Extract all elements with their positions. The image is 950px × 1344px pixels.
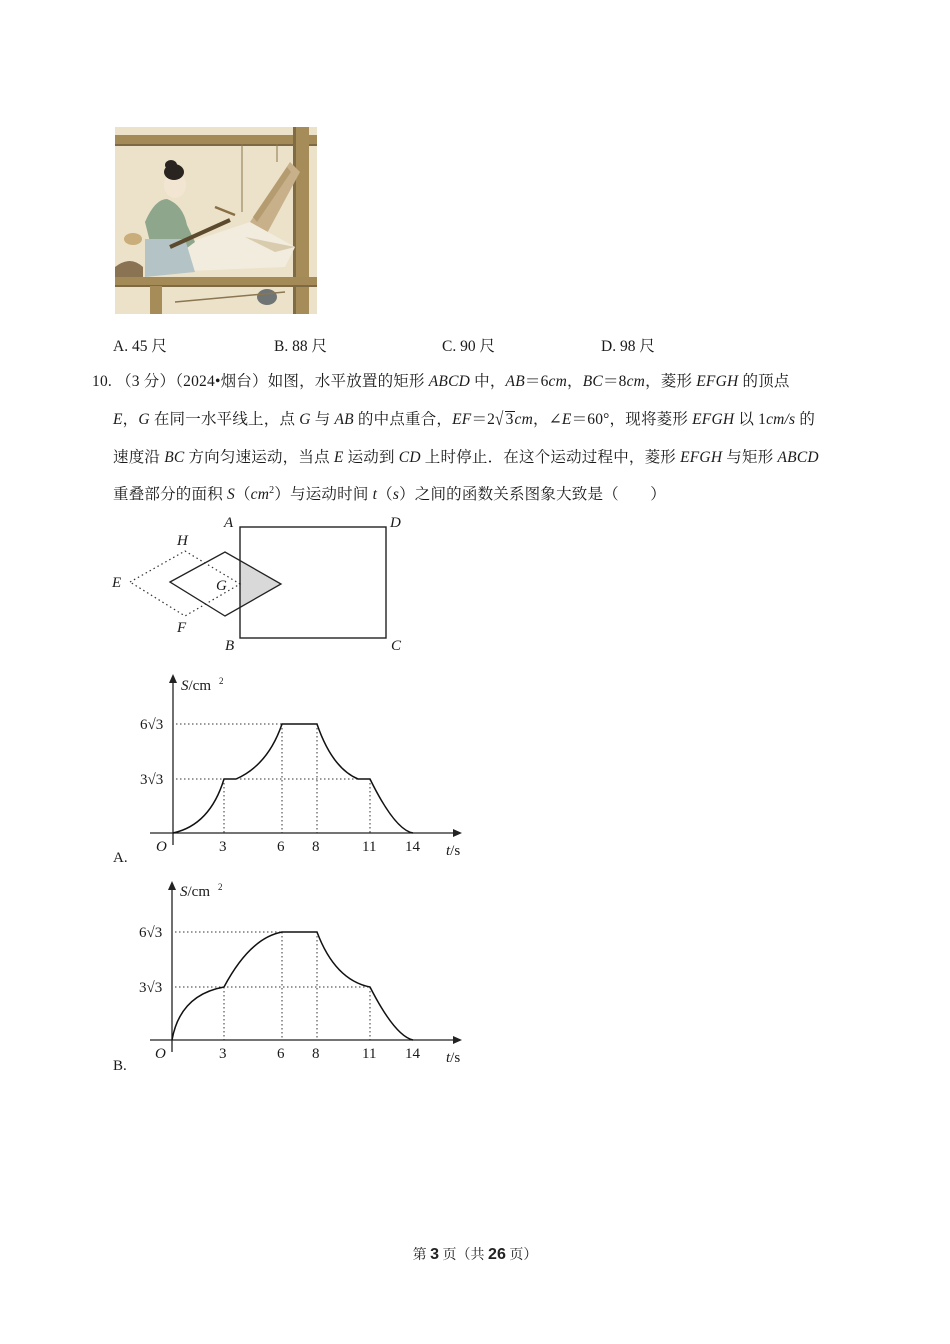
option-b-label: B.: [113, 1058, 127, 1074]
sqrt-symbol: √ 3: [495, 409, 514, 430]
question-10-line-3: 速度沿 BC 方向匀速运动，当点 E 运动到 CD 上时停止．在这个运动过程中，菱形 EFGH 与矩形 ABCD: [113, 449, 819, 466]
question-source: （2024•烟台）: [175, 373, 268, 390]
svg-text:11: 11: [362, 1046, 377, 1062]
svg-text:6: 6: [277, 1046, 285, 1062]
option-d: D. 98 尺: [601, 338, 655, 355]
svg-text:11: 11: [362, 839, 377, 855]
label-e: E: [112, 575, 122, 591]
svg-text:S/cm: S/cm: [181, 678, 211, 694]
svg-text:t/s: t/s: [446, 1050, 461, 1066]
label-d: D: [390, 515, 401, 531]
svg-text:8: 8: [312, 1046, 320, 1062]
svg-text:6√3: 6√3: [140, 717, 164, 733]
svg-text:3: 3: [219, 839, 227, 855]
question-10-line-1: 10. （3 分）（2024•烟台）如图，水平放置的矩形 ABCD 中，AB＝6cm，BC＝8cm，菱形 EFGH 的顶点: [92, 373, 790, 390]
overlap-region: [240, 560, 281, 608]
question-score: （3 分）: [116, 373, 176, 390]
label-g: G: [216, 578, 227, 594]
svg-text:O: O: [155, 1046, 166, 1062]
question-10-line-4: 重叠部分的面积 $S(cm^2)$与运动时间 t（s）之间的函数关系图象大致是（ ）: [113, 484, 666, 503]
label-b: B: [225, 638, 235, 654]
geometry-diagram: [111, 515, 402, 654]
label-a: A: [224, 515, 234, 531]
total-pages: 26: [488, 1246, 506, 1263]
page-footer: 第 3 页（共 26 页）: [412, 1246, 538, 1263]
chart-option-a[interactable]: [113, 674, 462, 866]
svg-text:14: 14: [405, 839, 420, 855]
svg-text:6: 6: [277, 839, 285, 855]
current-page: 3: [430, 1246, 440, 1263]
option-a: A. 45 尺: [113, 338, 167, 355]
svg-text:O: O: [156, 839, 167, 855]
option-b: B. 88 尺: [274, 338, 327, 355]
label-c: C: [391, 638, 402, 654]
svg-text:3√3: 3√3: [140, 772, 164, 788]
svg-text:2: 2: [219, 676, 224, 686]
option-c: C. 90 尺: [442, 338, 495, 355]
svg-text:8: 8: [312, 839, 320, 855]
question-10-line-2: E，G 在同一水平线上，点 G 与 AB 的中点重合，EF＝2√ 3cm，∠E＝60°，现将菱形 EFGH 以 1cm/s 的: [113, 409, 816, 430]
svg-text:2: 2: [218, 882, 223, 892]
svg-text:14: 14: [405, 1046, 420, 1062]
label-f: F: [177, 620, 187, 636]
question-number: 10.: [92, 373, 112, 390]
chart-option-b[interactable]: [113, 881, 462, 1074]
svg-text:3√3: 3√3: [139, 980, 163, 996]
svg-text:6√3: 6√3: [139, 925, 163, 941]
svg-text:S/cm: S/cm: [180, 884, 210, 900]
label-h: H: [177, 533, 188, 549]
svg-text:3: 3: [219, 1046, 227, 1062]
option-a-label: A.: [113, 850, 128, 866]
svg-text:t/s: t/s: [446, 843, 461, 859]
